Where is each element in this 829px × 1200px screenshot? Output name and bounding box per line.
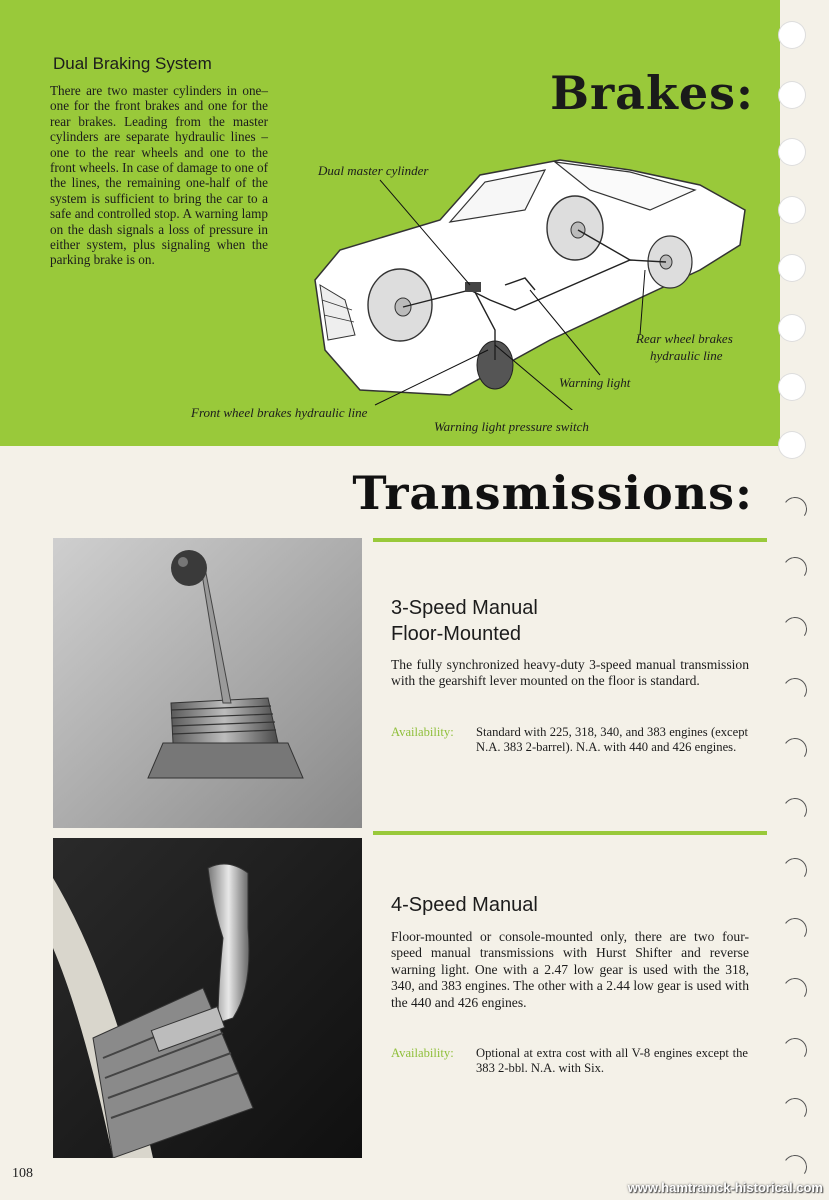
binder-hole xyxy=(781,555,809,583)
binder-hole xyxy=(781,916,809,944)
three-speed-body: The fully synchronized heavy-duty 3-speed manual transmission with the gearshift lever mounted on the floor is standard. xyxy=(391,657,749,689)
four-speed-availability-text: Optional at extra cost with all V-8 engines except the 383 2-bbl. N.A. with Six. xyxy=(476,1046,748,1075)
page-number: 108 xyxy=(12,1166,33,1181)
four-speed-availability-label: Availability: xyxy=(391,1046,454,1060)
dual-braking-body: There are two master cylinders in one–one for the front brakes and one for the rear brakes. Leading from the master cylinders are separate hydraulic lines –one to the rear wheels and one to the front wheels. In case of damage to one of the lines, the remaining one-half of the system is sufficient to bring the car to a safe and controlled stop. A warning lamp on the dash signals a loss of pressure in either system, plus signaling when the parking brake is on. xyxy=(50,83,268,268)
binder-ring xyxy=(779,432,805,458)
binder-hole xyxy=(781,1036,809,1064)
three-speed-title-line1: 3-Speed Manual xyxy=(391,597,538,619)
binder-hole xyxy=(781,676,809,704)
three-speed-title-line2: Floor-Mounted xyxy=(391,623,522,645)
binder-hole xyxy=(781,1153,809,1181)
binder-hole xyxy=(781,1096,809,1124)
binder-hole xyxy=(781,615,809,643)
binder-hole xyxy=(781,736,809,764)
binder-hole xyxy=(781,796,809,824)
callout-dual-master-cylinder: Dual master cylinder xyxy=(318,163,429,178)
section-divider xyxy=(373,538,767,542)
binder-ring xyxy=(779,197,805,223)
three-speed-shifter-photo xyxy=(53,538,362,828)
binder-ring xyxy=(779,82,805,108)
callout-warning-light: Warning light xyxy=(559,375,631,390)
binder-ring xyxy=(779,255,805,281)
four-speed-shifter-photo xyxy=(53,838,362,1158)
binder-hole xyxy=(781,976,809,1004)
binder-hole xyxy=(781,856,809,884)
four-speed-title: 4-Speed Manual xyxy=(391,894,538,916)
binder-hole xyxy=(781,495,809,523)
three-speed-availability-text: Standard with 225, 318, 340, and 383 engines (except N.A. 383 2-barrel). N.A. with 440 and 426 engines. xyxy=(476,725,748,754)
section-divider xyxy=(373,831,767,835)
binder-ring xyxy=(779,22,805,48)
binder-ring xyxy=(779,139,805,165)
callout-rear-line-1: Rear wheel brakes xyxy=(636,331,733,346)
watermark: www.hamtramck-historical.com xyxy=(627,1180,823,1195)
three-speed-availability-label: Availability: xyxy=(391,725,454,739)
four-speed-body: Floor-mounted or console-mounted only, there are two four-speed manual transmissions with Hurst Shifter and reverse warning light. One with a 2.47 low gear is used with the 318, 340, and 383 engines. The other with a 2.44 low gear is used with the 440 and 426 engines. xyxy=(391,929,749,1010)
callout-rear-line-2: hydraulic line xyxy=(650,348,723,363)
dual-braking-title: Dual Braking System xyxy=(53,54,212,73)
callout-pressure-switch: Warning light pressure switch xyxy=(434,419,589,434)
binder-ring xyxy=(779,374,805,400)
brake-system-diagram xyxy=(300,150,760,410)
callout-front-line: Front wheel brakes hydraulic line xyxy=(191,405,368,420)
brakes-heading: Brakes: xyxy=(550,66,754,120)
transmissions-heading: Transmissions: xyxy=(352,466,753,520)
binder-ring xyxy=(779,315,805,341)
